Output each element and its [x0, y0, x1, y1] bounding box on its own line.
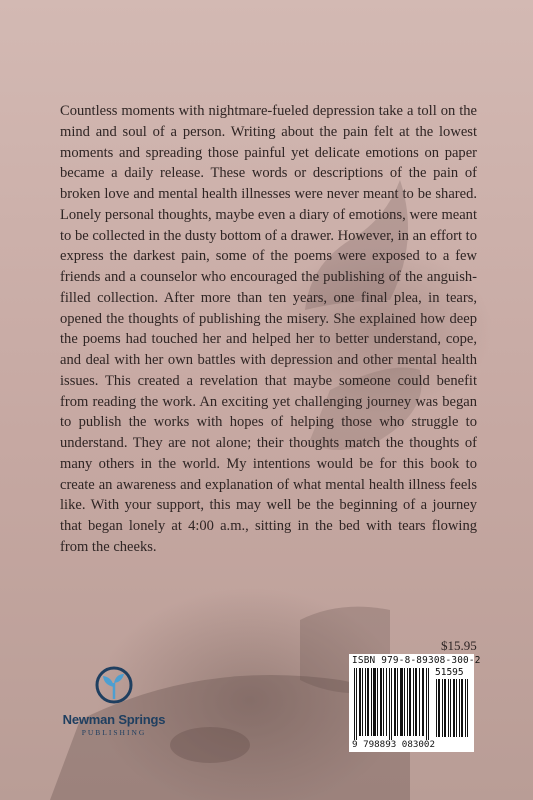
- isbn-label: ISBN 979-8-89308-300-2: [352, 655, 481, 666]
- ean-barcode-bars: [352, 668, 432, 740]
- back-cover-blurb: Countless moments with nightmare-fueled depression take a toll on the mind and soul of a person. Writing about the pain felt at the lowest moments and spreading those painful yet delicate emotions on paper became a daily release. These words or descriptions of the pain of broken love and mental health illnesses were never meant to be shared. Lonely personal thoughts, maybe even a diary of emotions, were meant to be collected in the dusty bottom of a drawer. However, in an effort to express the darkest pain, some of the poems were exposed to a few friends and a counselor who encouraged the publishing of the anguish-filled collection. After more than ten years, one final plea, in tears, opened the thoughts of publishing the misery. She explained how deep the poems had touched her and helped her to better understand, cope, and deal with her own battles with depression and other mental health issues. This created a revelation that maybe someone could benefit from reading the work. An exciting yet challenging journey was began to publish the works with hopes of helping those who struggle to understand. They are not alone; their thoughts match the thoughts of many others in the world. My intentions would be for this book to create an awareness and explanation of what mental health illness feels like. With your support, this may well be the beginning of a journey that began lonely at 4:00 a.m., sitting in the bed with tears flowing from the cheeks.: [60, 103, 477, 555]
- isbn-barcode: [349, 654, 481, 752]
- publisher-name: Newman Springs: [62, 712, 166, 727]
- ean-digits: 9 798893 083002: [352, 739, 435, 750]
- publisher-subtitle: PUBLISHING: [81, 728, 147, 737]
- addon-code: 51595: [435, 667, 464, 678]
- addon-barcode-bars: [435, 679, 469, 737]
- price: $15.95: [441, 638, 477, 653]
- newman-springs-logo-icon: [94, 665, 134, 709]
